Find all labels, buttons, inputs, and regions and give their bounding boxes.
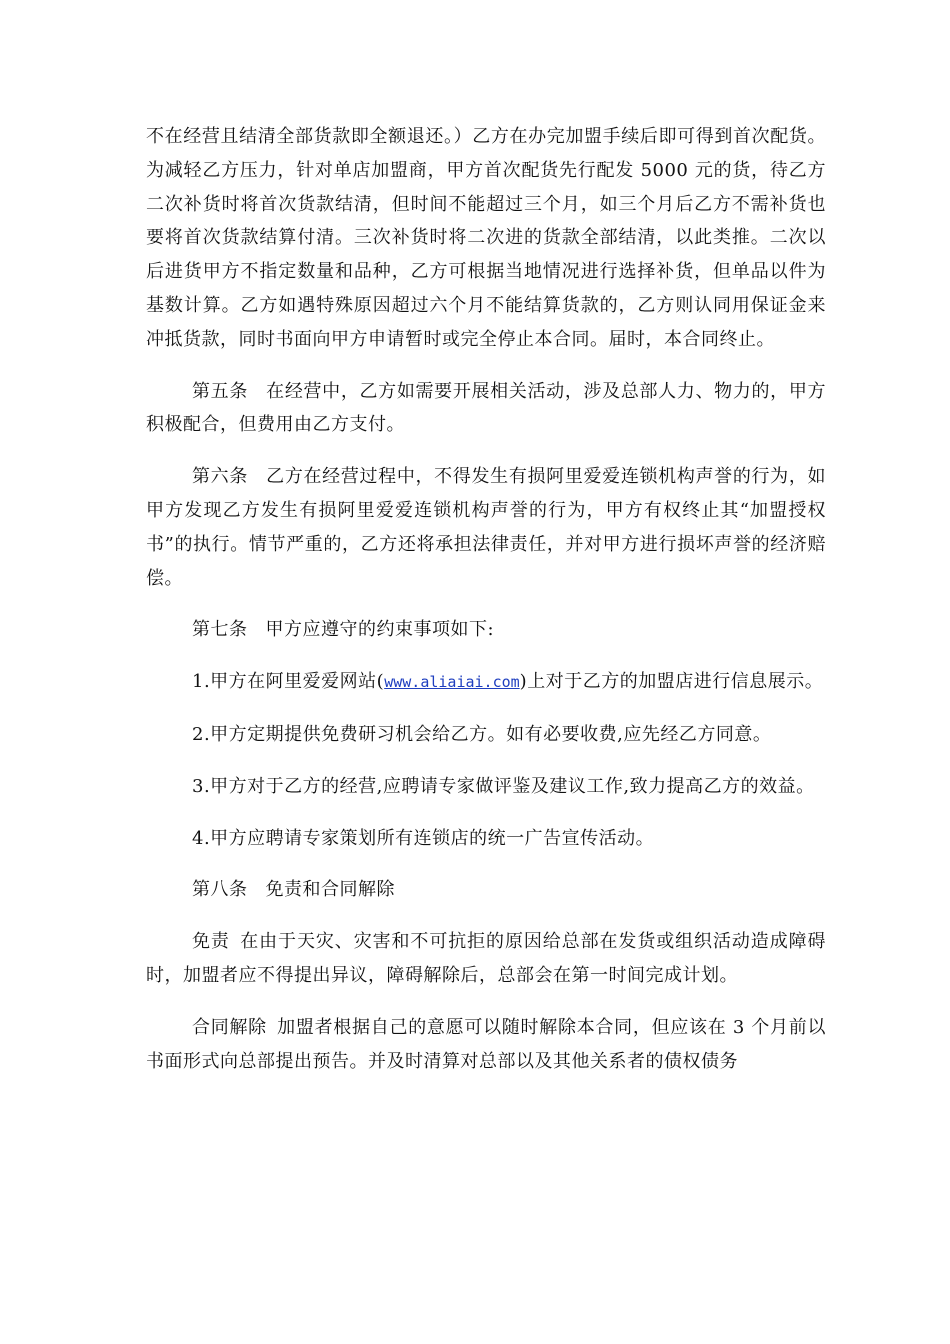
clause-text: 加盟者根据自己的意愿可以随时解除本合同，但应该在 3 个月前以书面形式向总部提出预告。并及时清算对总部以及其他关系者的债权债务 bbox=[146, 1016, 826, 1072]
list-item-text: 2.甲方定期提供免费研习机会给乙方。如有必要收费,应先经乙方同意。 bbox=[192, 723, 772, 745]
article-label: 第五条 bbox=[192, 380, 248, 402]
article-text: 免责和合同解除 bbox=[265, 879, 395, 901]
paragraph-continuation bbox=[146, 120, 826, 357]
article-text: 在经营中，乙方如需要开展相关活动，涉及总部人力、物力的，甲方积极配合，但费用由乙方支付。 bbox=[146, 380, 826, 436]
list-item-text: 3.甲方对于乙方的经营,应聘请专家做评鉴及建议工作,致力提高乙方的效益。 bbox=[192, 775, 815, 797]
document-body bbox=[146, 120, 826, 1096]
article-text: 甲方应遵守的约束事项如下: bbox=[265, 619, 495, 641]
article-5 bbox=[146, 375, 826, 443]
clause-text: 在由于天灾、灾害和不可抗拒的原因给总部在发货或组织活动造成障碍时，加盟者应不得提出异议，障碍解除后，总部会在第一时间完成计划。 bbox=[146, 931, 827, 986]
article-label: 第七条 bbox=[192, 619, 248, 641]
clause-label: 合同解除 bbox=[192, 1016, 267, 1038]
list-item-text: )上对于乙方的加盟店进行信息展示。 bbox=[519, 671, 824, 693]
article-label: 第八条 bbox=[192, 879, 248, 901]
list-item-3 bbox=[146, 770, 826, 804]
article-label: 第六条 bbox=[192, 466, 248, 488]
list-item-2 bbox=[146, 718, 826, 752]
article-7 bbox=[146, 613, 826, 647]
article-6 bbox=[146, 460, 826, 595]
termination-clause bbox=[146, 1011, 826, 1079]
website-link[interactable]: www.aliaiai.com bbox=[384, 673, 520, 692]
paragraph-text: 不在经营且结清全部货款即全额退还。）乙方在办完加盟手续后即可得到首次配货。为减轻乙方压力，针对单店加盟商，甲方首次配货先行配发 5000 元的货，待乙方二次补货时将首次货款结清，但时间不能超过三个月，如三个月后乙方不需补货也要将首次货款结算付清。三次补货时将二次进的货款全部结清，以此类推。二次以后进货甲方不指定数量和品种，乙方可根据当地情况进行选择补货，但单品以件为基数计算。乙方如遇特殊原因超过六个月不能结算货款的，乙方则认同用保证金来冲抵货款，同时书面向甲方申请暂时或完全停止本合同。届时，本合同终止。 bbox=[146, 126, 826, 350]
article-text: 乙方在经营过程中，不得发生有损阿里爱爱连锁机构声誉的行为，如甲方发现乙方发生有损阿里爱爱连锁机构声誉的行为，甲方有权终止其“加盟授权书”的执行。情节严重的，乙方还将承担法律责任，并对甲方进行损坏声誉的经济赔偿。 bbox=[146, 466, 826, 589]
list-item-1 bbox=[146, 665, 826, 700]
clause-label: 免责 bbox=[192, 931, 230, 953]
exemption-clause bbox=[146, 925, 826, 993]
article-8 bbox=[146, 873, 826, 907]
list-item-4 bbox=[146, 822, 826, 856]
list-item-text: 1.甲方在阿里爱爱网站( bbox=[192, 671, 385, 693]
list-item-text: 4.甲方应聘请专家策划所有连锁店的统一广告宣传活动。 bbox=[192, 827, 655, 849]
